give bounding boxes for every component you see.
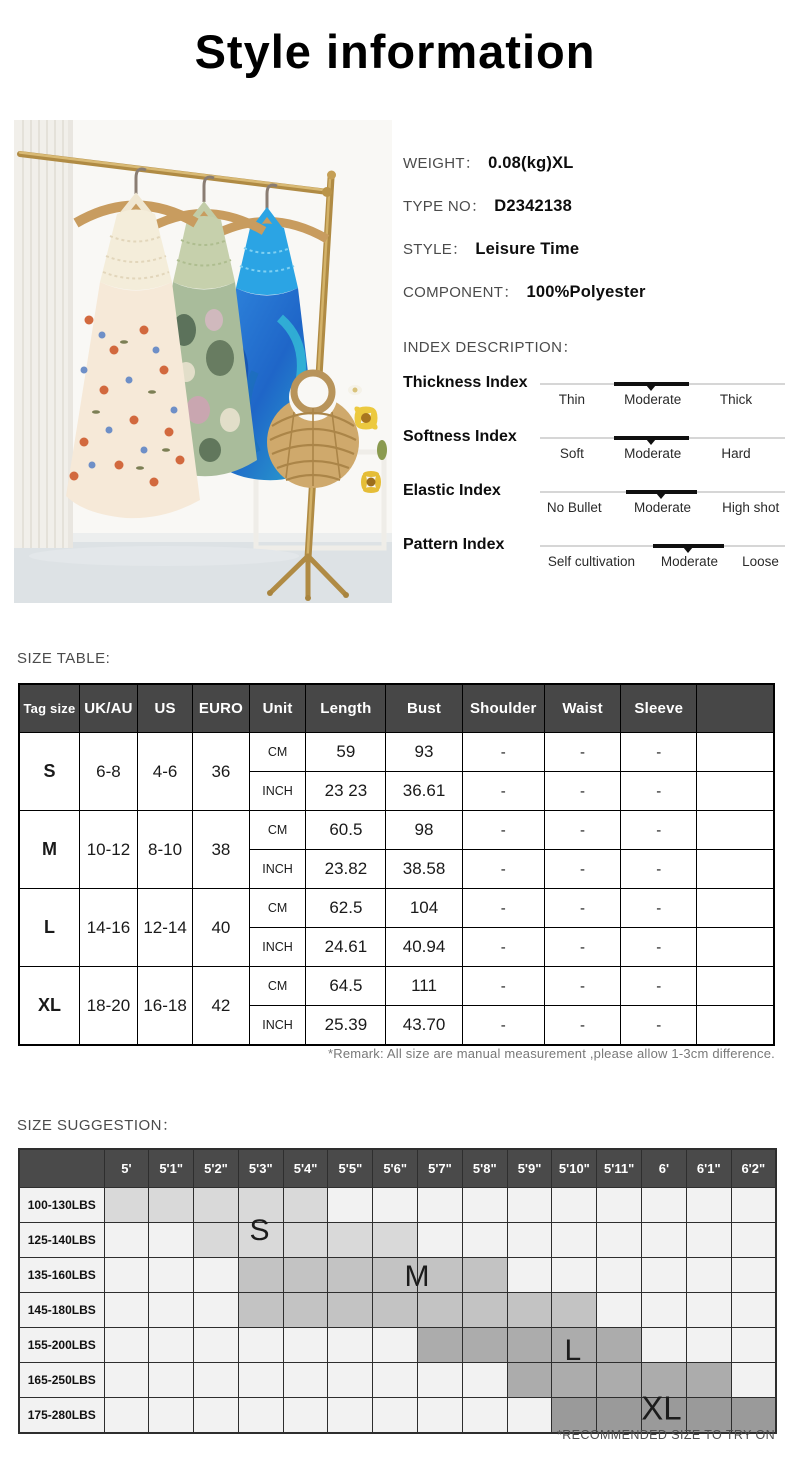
- size-table-cell: 38: [193, 811, 250, 889]
- slider-option: Hard: [721, 446, 751, 461]
- size-table-cell: 12-14: [138, 889, 193, 967]
- suggestion-cell: [686, 1223, 731, 1258]
- suggestion-cell: [686, 1188, 731, 1223]
- size-table-cell: 16-18: [138, 967, 193, 1046]
- size-table-cell: 43.70: [386, 1006, 462, 1046]
- suggestion-cell: [462, 1223, 507, 1258]
- suggestion-cell: [731, 1293, 776, 1328]
- suggestion-cell: [104, 1188, 149, 1223]
- suggestion-cell: [552, 1223, 597, 1258]
- size-table-cell: [697, 967, 774, 1006]
- size-table-cell: [697, 772, 774, 811]
- size-table-cell: [697, 733, 774, 772]
- size-region-letter: L: [564, 1334, 582, 1368]
- suggestion-cell: [462, 1188, 507, 1223]
- size-table-cell: -: [462, 928, 544, 967]
- suggestion-cell: [418, 1363, 463, 1398]
- size-table-cell: -: [462, 889, 544, 928]
- suggestion-cell: [149, 1223, 194, 1258]
- suggestion-cell: [149, 1328, 194, 1363]
- suggestion-cell: [462, 1258, 507, 1293]
- size-table-cell: -: [544, 889, 620, 928]
- suggestion-height-header: 5'2": [194, 1149, 239, 1188]
- slider-option: High shot: [722, 500, 780, 515]
- size-table-column-header: US: [138, 684, 193, 733]
- suggestion-cell: [373, 1223, 418, 1258]
- size-table-cell: 18-20: [79, 967, 137, 1046]
- size-table-cell: 4-6: [138, 733, 193, 811]
- size-table-cell: 111: [386, 967, 462, 1006]
- suggestion-cell: [238, 1328, 283, 1363]
- suggestion-cell: [418, 1223, 463, 1258]
- suggestion-cell: [731, 1258, 776, 1293]
- spec-row: [403, 238, 785, 262]
- index-row: [403, 428, 785, 470]
- suggestion-cell: [507, 1293, 552, 1328]
- index-list: [403, 374, 785, 578]
- suggestion-cell: [373, 1328, 418, 1363]
- size-table-cell: [697, 850, 774, 889]
- suggestion-cell: [731, 1363, 776, 1398]
- index-row: [403, 536, 785, 578]
- size-table-cell: -: [544, 928, 620, 967]
- spec-row: [403, 281, 785, 305]
- product-photo: [14, 120, 392, 603]
- spec-label: STYLE：: [403, 241, 468, 258]
- size-region-letter: M: [404, 1259, 430, 1293]
- suggestion-height-header: 5'4": [283, 1149, 328, 1188]
- size-table-column-header: UK/AU: [79, 684, 137, 733]
- suggestion-row: [19, 1223, 776, 1258]
- suggestion-cell: [328, 1188, 373, 1223]
- size-table-cell: -: [462, 967, 544, 1006]
- slider-option: No Bullet: [546, 500, 602, 515]
- suggestion-cell: [418, 1188, 463, 1223]
- suggestion-cell: [194, 1363, 239, 1398]
- suggestion-header-row: [19, 1149, 776, 1188]
- suggestion-cell: [104, 1363, 149, 1398]
- suggestion-cell: [418, 1328, 463, 1363]
- size-table-cell: -: [462, 1006, 544, 1046]
- size-table-row: [19, 811, 774, 850]
- suggestion-cell: [149, 1363, 194, 1398]
- size-table-cell: 23.82: [306, 850, 386, 889]
- slider-option: Moderate: [660, 554, 718, 569]
- size-table-cell: 42: [193, 967, 250, 1046]
- suggestion-cell: [507, 1188, 552, 1223]
- size-table-row: [19, 733, 774, 772]
- size-table-unit-cell: INCH: [249, 850, 306, 889]
- size-table-column-header: Tag size: [19, 684, 79, 733]
- suggestion-cell: [731, 1223, 776, 1258]
- size-table-cell: -: [544, 811, 620, 850]
- suggestion-cell: [597, 1223, 642, 1258]
- suggestion-row: [19, 1328, 776, 1363]
- product-specs: [403, 152, 785, 305]
- index-name: Elastic Index: [403, 482, 501, 499]
- size-table-cell: -: [621, 772, 697, 811]
- size-table-cell: 14-16: [79, 889, 137, 967]
- suggestion-cell: [283, 1293, 328, 1328]
- suggestion-cell: [328, 1258, 373, 1293]
- size-table-row: [19, 967, 774, 1006]
- size-table-cell: [697, 889, 774, 928]
- size-table-cell: -: [621, 928, 697, 967]
- suggestion-cell: [283, 1188, 328, 1223]
- suggestion-cell: [238, 1258, 283, 1293]
- size-table-unit-cell: CM: [249, 811, 306, 850]
- product-photo-illustration: [14, 120, 392, 603]
- index-name: Softness Index: [403, 428, 517, 445]
- size-table-remark: *Remark: All size are manual measurement ,please allow 1-3cm difference.: [328, 1046, 775, 1061]
- suggestion-height-header: 5'10": [552, 1149, 597, 1188]
- size-table-cell: -: [462, 811, 544, 850]
- index-slider: [540, 428, 785, 470]
- size-table-unit-cell: CM: [249, 967, 306, 1006]
- index-slider: [540, 482, 785, 524]
- suggestion-cell: [283, 1363, 328, 1398]
- suggestion-cell: [462, 1328, 507, 1363]
- suggestion-cell: [686, 1258, 731, 1293]
- size-table-column-header: EURO: [193, 684, 250, 733]
- suggestion-cell: [194, 1258, 239, 1293]
- spec-value: D2342138: [494, 197, 573, 215]
- suggestion-cell: [238, 1293, 283, 1328]
- suggestion-cell: [373, 1363, 418, 1398]
- size-table-cell: 93: [386, 733, 462, 772]
- size-table-column-header: Length: [306, 684, 386, 733]
- suggestion-cell: [373, 1188, 418, 1223]
- suggestion-weight-label: 165-250LBS: [19, 1363, 104, 1398]
- suggestion-cell: [328, 1328, 373, 1363]
- size-table-column-header: [697, 684, 774, 733]
- slider-option: Soft: [559, 446, 584, 461]
- suggestion-cell: [194, 1223, 239, 1258]
- suggestion-cell: [104, 1223, 149, 1258]
- index-name: Pattern Index: [403, 536, 505, 553]
- suggestion-cell: [328, 1363, 373, 1398]
- spec-value: 0.08(kg)XL: [488, 154, 574, 172]
- suggestion-cell: [642, 1258, 687, 1293]
- product-info-panel: [403, 152, 785, 590]
- suggestion-cell: [552, 1188, 597, 1223]
- size-table-column-header: Waist: [544, 684, 620, 733]
- size-table-cell: 23 23: [306, 772, 386, 811]
- suggestion-cell: [507, 1223, 552, 1258]
- suggestion-cell: [552, 1363, 597, 1398]
- suggestion-cell: [194, 1293, 239, 1328]
- size-table-cell: 40: [193, 889, 250, 967]
- slider-option: Moderate: [624, 446, 682, 461]
- suggestion-cell: [642, 1223, 687, 1258]
- suggestion-cell: [686, 1363, 731, 1398]
- size-table-cell: S: [19, 733, 79, 811]
- suggestion-cell: [328, 1293, 373, 1328]
- suggestion-cell: [642, 1293, 687, 1328]
- suggestion-cell: [507, 1258, 552, 1293]
- size-suggestion-heading: SIZE SUGGESTION：: [17, 1117, 178, 1134]
- suggestion-cell: [104, 1258, 149, 1293]
- suggestion-cell: [283, 1223, 328, 1258]
- size-table-cell: -: [621, 850, 697, 889]
- size-table-cell: -: [621, 811, 697, 850]
- suggestion-row: [19, 1258, 776, 1293]
- size-table-cell: 40.94: [386, 928, 462, 967]
- suggestion-weight-label: 100-130LBS: [19, 1188, 104, 1223]
- suggestion-cell: [686, 1293, 731, 1328]
- size-table-cell: 64.5: [306, 967, 386, 1006]
- size-table-column-header: Sleeve: [621, 684, 697, 733]
- slider-marker-icon: [646, 385, 656, 391]
- suggestion-cell: [552, 1293, 597, 1328]
- suggestion-cell: [507, 1363, 552, 1398]
- suggestion-weight-label: 125-140LBS: [19, 1223, 104, 1258]
- size-table-cell: [697, 811, 774, 850]
- slider-marker-icon: [656, 493, 666, 499]
- suggestion-cell: [104, 1293, 149, 1328]
- slider-marker-icon: [646, 439, 656, 445]
- size-table-cell: 6-8: [79, 733, 137, 811]
- suggestion-weight-label: 155-200LBS: [19, 1328, 104, 1363]
- size-table-cell: -: [621, 967, 697, 1006]
- suggestion-cell: [462, 1293, 507, 1328]
- suggestion-height-header: 5'7": [418, 1149, 463, 1188]
- size-table-cell: -: [621, 733, 697, 772]
- spec-row: [403, 152, 785, 176]
- suggestion-height-header: 6': [642, 1149, 687, 1188]
- suggestion-cell: [373, 1293, 418, 1328]
- slider-option: Thick: [719, 392, 753, 407]
- index-row: [403, 374, 785, 416]
- size-region-letter: S: [249, 1213, 270, 1247]
- size-table-unit-cell: INCH: [249, 928, 306, 967]
- curtain: [14, 120, 73, 548]
- size-table-cell: 8-10: [138, 811, 193, 889]
- suggestion-cell: [238, 1363, 283, 1398]
- size-region-letter: XL: [641, 1389, 682, 1427]
- suggestion-height-header: 6'2": [731, 1149, 776, 1188]
- size-table-cell: 62.5: [306, 889, 386, 928]
- size-table-cell: 24.61: [306, 928, 386, 967]
- index-slider: [540, 536, 785, 578]
- size-table-column-header: Bust: [386, 684, 462, 733]
- slider-marker-icon: [683, 547, 693, 553]
- slider-option: Thin: [558, 392, 585, 407]
- index-row: [403, 482, 785, 524]
- size-table-cell: [697, 928, 774, 967]
- suggestion-corner-cell: [19, 1149, 104, 1188]
- suggestion-cell: [149, 1293, 194, 1328]
- suggestion-cell: [597, 1293, 642, 1328]
- size-table-row: [19, 889, 774, 928]
- suggestion-height-header: 5'8": [462, 1149, 507, 1188]
- size-table-cell: 10-12: [79, 811, 137, 889]
- slider-option: Moderate: [633, 500, 692, 515]
- suggestion-cell: [194, 1188, 239, 1223]
- spec-label: TYPE NO：: [403, 198, 487, 215]
- size-suggestion-wrap: [18, 1148, 775, 1434]
- size-suggestion-footnote: *RECOMMENDED SIZE TO TRY ON: [556, 1428, 775, 1442]
- size-table-cell: XL: [19, 967, 79, 1046]
- page-title: Style information: [194, 25, 596, 78]
- size-table-wrap: [18, 683, 775, 1046]
- suggestion-weight-label: 175-280LBS: [19, 1398, 104, 1434]
- size-table-cell: 36: [193, 733, 250, 811]
- suggestion-height-header: 5'5": [328, 1149, 373, 1188]
- suggestion-cell: [149, 1188, 194, 1223]
- size-table-cell: 98: [386, 811, 462, 850]
- suggestion-height-header: 5': [104, 1149, 149, 1188]
- suggestion-cell: [597, 1188, 642, 1223]
- spec-label: COMPONENT：: [403, 284, 519, 301]
- size-table-cell: -: [544, 1006, 620, 1046]
- size-table-unit-cell: INCH: [249, 772, 306, 811]
- size-table-unit-cell: CM: [249, 733, 306, 772]
- size-table-column-header: Shoulder: [462, 684, 544, 733]
- spec-value: 100%Polyester: [526, 283, 646, 301]
- size-table-cell: -: [621, 1006, 697, 1046]
- suggestion-cell: [642, 1188, 687, 1223]
- suggestion-cell: [194, 1328, 239, 1363]
- spec-row: [403, 195, 785, 219]
- suggestion-cell: [597, 1328, 642, 1363]
- size-table-column-header: Unit: [249, 684, 306, 733]
- size-table-cell: -: [462, 850, 544, 889]
- suggestion-cell: [597, 1258, 642, 1293]
- size-table-header-row: [19, 684, 774, 733]
- index-name: Thickness Index: [403, 374, 528, 391]
- slider-option: Moderate: [624, 392, 682, 407]
- index-slider: [540, 374, 785, 416]
- suggestion-cell: [642, 1328, 687, 1363]
- floor-shadow: [29, 546, 299, 566]
- suggestion-weight-label: 145-180LBS: [19, 1293, 104, 1328]
- suggestion-cell: [418, 1293, 463, 1328]
- suggestion-cell: [686, 1328, 731, 1363]
- size-table-cell: -: [544, 733, 620, 772]
- size-table-cell: -: [462, 772, 544, 811]
- suggestion-height-header: 6'1": [686, 1149, 731, 1188]
- size-table-cell: -: [544, 850, 620, 889]
- suggestion-height-header: 5'6": [373, 1149, 418, 1188]
- suggestion-cell: [104, 1328, 149, 1363]
- slider-option: Self cultivation: [547, 554, 635, 569]
- suggestion-cell: [283, 1258, 328, 1293]
- suggestion-cell: [731, 1328, 776, 1363]
- size-table-cell: 104: [386, 889, 462, 928]
- size-table-unit-cell: CM: [249, 889, 306, 928]
- size-table-cell: [697, 1006, 774, 1046]
- size-table: [18, 683, 775, 1046]
- size-table-unit-cell: INCH: [249, 1006, 306, 1046]
- size-table-cell: L: [19, 889, 79, 967]
- size-table-cell: 36.61: [386, 772, 462, 811]
- size-table-cell: 25.39: [306, 1006, 386, 1046]
- suggestion-cell: [597, 1363, 642, 1398]
- size-table-cell: -: [544, 772, 620, 811]
- suggestion-cell: [328, 1223, 373, 1258]
- spec-label: WEIGHT：: [403, 155, 481, 172]
- spec-value: Leisure Time: [475, 240, 580, 258]
- size-table-cell: 59: [306, 733, 386, 772]
- index-description-heading: INDEX DESCRIPTION：: [403, 339, 578, 356]
- suggestion-height-header: 5'9": [507, 1149, 552, 1188]
- suggestion-row: [19, 1188, 776, 1223]
- suggestion-cell: [507, 1328, 552, 1363]
- size-table-heading: SIZE TABLE:: [17, 650, 111, 667]
- suggestion-weight-label: 135-160LBS: [19, 1258, 104, 1293]
- size-table-cell: -: [544, 967, 620, 1006]
- size-table-cell: M: [19, 811, 79, 889]
- size-table-cell: 38.58: [386, 850, 462, 889]
- suggestion-cell: [283, 1328, 328, 1363]
- suggestion-height-header: 5'11": [597, 1149, 642, 1188]
- suggestion-height-header: 5'3": [238, 1149, 283, 1188]
- size-table-cell: -: [621, 889, 697, 928]
- suggestion-cell: [731, 1188, 776, 1223]
- slider-option: Loose: [742, 554, 779, 569]
- suggestion-cell: [552, 1258, 597, 1293]
- suggestion-height-header: 5'1": [149, 1149, 194, 1188]
- size-table-cell: -: [462, 733, 544, 772]
- suggestion-row: [19, 1293, 776, 1328]
- size-table-cell: 60.5: [306, 811, 386, 850]
- suggestion-cell: [149, 1258, 194, 1293]
- suggestion-cell: [462, 1363, 507, 1398]
